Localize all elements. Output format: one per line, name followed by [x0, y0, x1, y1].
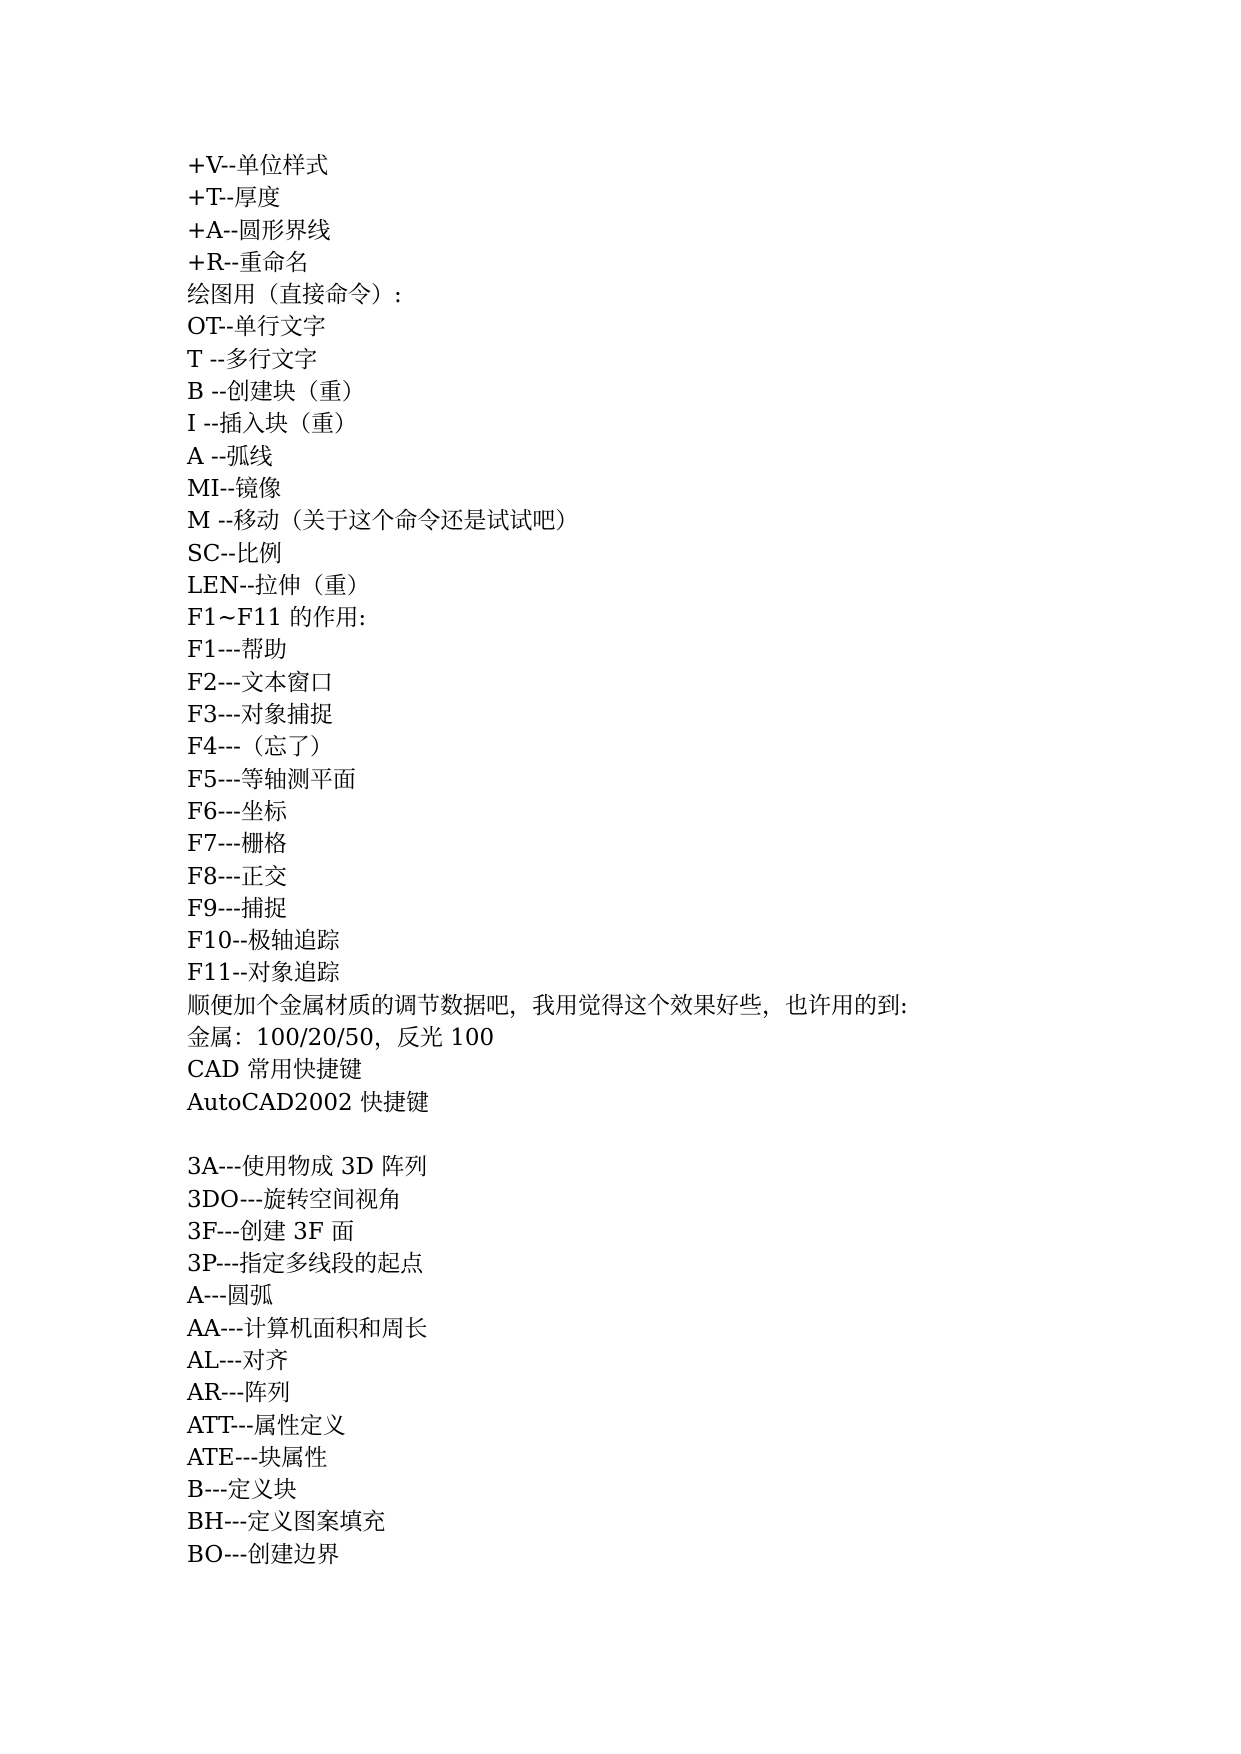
text-line: AR---阵列	[187, 1380, 291, 1407]
text-line: 3F---创建 3F 面	[187, 1218, 355, 1245]
text-line: B---定义块	[187, 1477, 297, 1504]
text-line: AL---对齐	[187, 1347, 289, 1374]
section-heading: 绘图用（直接命令）:	[187, 282, 402, 309]
section-heading: F1~F11 的作用:	[187, 605, 367, 632]
text-line: 金属：100/20/50，反光 100	[187, 1025, 495, 1052]
text-line: BH---定义图案填充	[187, 1509, 386, 1536]
text-line: F11--对象追踪	[187, 960, 340, 987]
text-line: F10--极轴追踪	[187, 928, 340, 955]
text-line: 顺便加个金属材质的调节数据吧，我用觉得这个效果好些，也许用的到:	[187, 992, 908, 1019]
text-line: I --插入块（重）	[187, 411, 357, 438]
text-line: F1---帮助	[187, 637, 287, 664]
text-line: SC--比例	[187, 540, 282, 567]
text-line: MI--镜像	[187, 475, 282, 502]
text-line: BO---创建边界	[187, 1541, 340, 1568]
text-line: ATT---属性定义	[187, 1412, 346, 1439]
text-line: +V--单位样式	[187, 153, 329, 179]
text-line: +A--圆形界线	[187, 217, 331, 244]
document-body	[187, 150, 1187, 1571]
text-line: F3---对象捕捉	[187, 702, 333, 729]
section-heading: AutoCAD2002 快捷键	[187, 1089, 430, 1116]
text-line: F8---正交	[187, 863, 287, 890]
text-line: OT--单行文字	[187, 314, 326, 341]
text-line: F5---等轴测平面	[187, 766, 356, 793]
section-heading: CAD 常用快捷键	[187, 1057, 362, 1084]
text-line: +R--重命名	[187, 249, 309, 276]
text-line: 3P---指定多线段的起点	[187, 1251, 424, 1278]
text-line: F6---坐标	[187, 798, 287, 825]
text-line: M --移动（关于这个命令还是试试吧）	[187, 508, 579, 535]
text-line: 3DO---旋转空间视角	[187, 1186, 402, 1213]
text-line: F4---（忘了）	[187, 734, 333, 761]
text-line: F2---文本窗口	[187, 669, 333, 696]
text-line: AA---计算机面积和周长	[187, 1315, 428, 1342]
blank-line	[187, 1119, 1187, 1151]
text-line: F9---捕捉	[187, 895, 287, 922]
text-line: T --多行文字	[187, 346, 318, 373]
text-line: F7---栅格	[187, 831, 287, 858]
text-line: 3A---使用物成 3D 阵列	[187, 1154, 428, 1181]
text-line: A --弧线	[187, 443, 273, 470]
text-line: ATE---块属性	[187, 1444, 328, 1471]
text-line: B --创建块（重）	[187, 379, 365, 406]
text-line: LEN--拉伸（重）	[187, 572, 370, 599]
text-line: +T--厚度	[187, 185, 281, 212]
text-line: A---圆弧	[187, 1283, 273, 1310]
